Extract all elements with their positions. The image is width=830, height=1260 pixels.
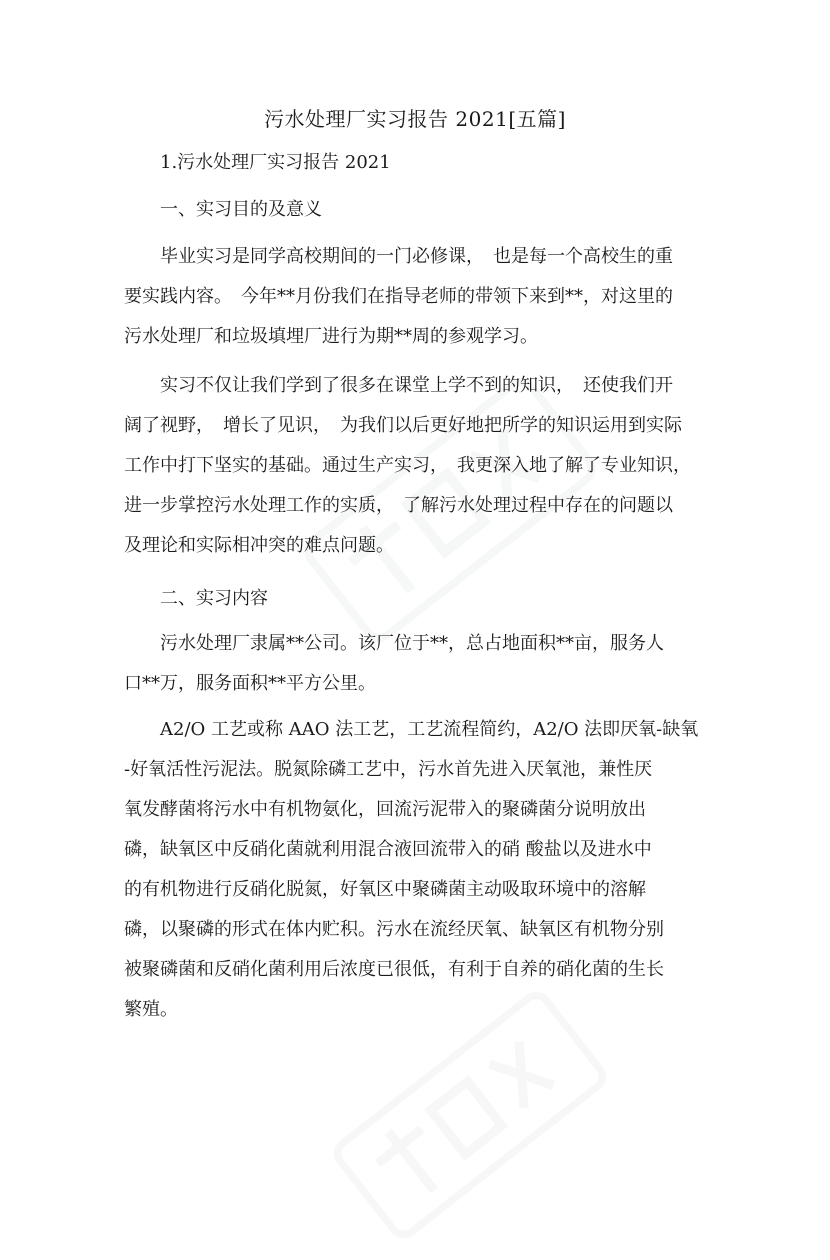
section-heading <box>124 143 716 183</box>
paragraph-1-line: 毕业实习是同学高校期间的一门必修课， 也是每一个高校生的重 <box>124 246 673 267</box>
heading-content <box>124 579 716 619</box>
paragraph-2 <box>124 366 716 566</box>
paragraph-4-line: 磷，以聚磷的形式在体内贮积。污水在流经厌氧、缺氧区有机物分别 <box>124 919 664 940</box>
section-heading-text: 1.污水处理厂实习报告 2021 <box>160 152 391 173</box>
paragraph-2-line: 阔了视野， 增长了见识， 为我们以后更好地把所学的知识运用到实际 <box>124 415 682 436</box>
paragraph-3-line: 口**万，服务面积**平方公里。 <box>124 673 376 694</box>
paragraph-2-line: 实习不仅让我们学到了很多在课堂上学不到的知识， 还使我们开 <box>124 375 673 396</box>
paragraph-1-line: 污水处理厂和垃圾填埋厂进行为期**周的参观学习。 <box>124 326 538 347</box>
heading-content-text: 二、实习内容 <box>160 588 268 609</box>
paragraph-4-line: 磷，缺氧区中反硝化菌就利用混合液回流带入的硝 酸盐以及进水中 <box>124 839 652 860</box>
paragraph-4-line: 被聚磷菌和反硝化菌利用后浓度已很低，有利于自养的硝化菌的生长 <box>124 959 664 980</box>
paragraph-4-line: 繁殖。 <box>124 999 178 1020</box>
heading-purpose-text: 一、实习目的及意义 <box>160 199 322 220</box>
paragraph-4-line: A2/O 工艺或称 AAO 法工艺，工艺流程简约，A2/O 法即厌氧-缺氧 <box>124 719 699 740</box>
paragraph-4-line: 的有机物进行反硝化脱氮，好氧区中聚磷菌主动吸取环境中的溶解 <box>124 879 646 900</box>
paragraph-4 <box>124 710 716 1030</box>
document-title: 污水处理厂实习报告 2021[五篇] <box>264 107 566 131</box>
heading-purpose <box>124 190 716 230</box>
paragraph-2-line: 工作中打下坚实的基础。通过生产实习， 我更深入地了解了专业知识， <box>124 455 691 476</box>
paragraph-3 <box>124 624 716 704</box>
paragraph-1-line: 要实践内容。 今年**月份我们在指导老师的带领下来到**，对这里的 <box>124 286 673 307</box>
paragraph-1 <box>124 237 716 357</box>
paragraph-3-line: 污水处理厂隶属**公司。该厂位于**，总占地面积**亩，服务人 <box>124 633 664 654</box>
paragraph-4-line: 氧发酵菌将污水中有机物氨化，回流污泥带入的聚磷菌分说明放出 <box>124 799 646 820</box>
paragraph-2-line: 及理论和实际相冲突的难点问题。 <box>124 535 394 556</box>
paragraph-4-line: -好氧活性污泥法。脱氮除磷工艺中，污水首先进入厌氧池，兼性厌 <box>124 759 653 780</box>
paragraph-2-line: 进一步掌控污水处理工作的实质， 了解污水处理过程中存在的问题以 <box>124 495 673 516</box>
